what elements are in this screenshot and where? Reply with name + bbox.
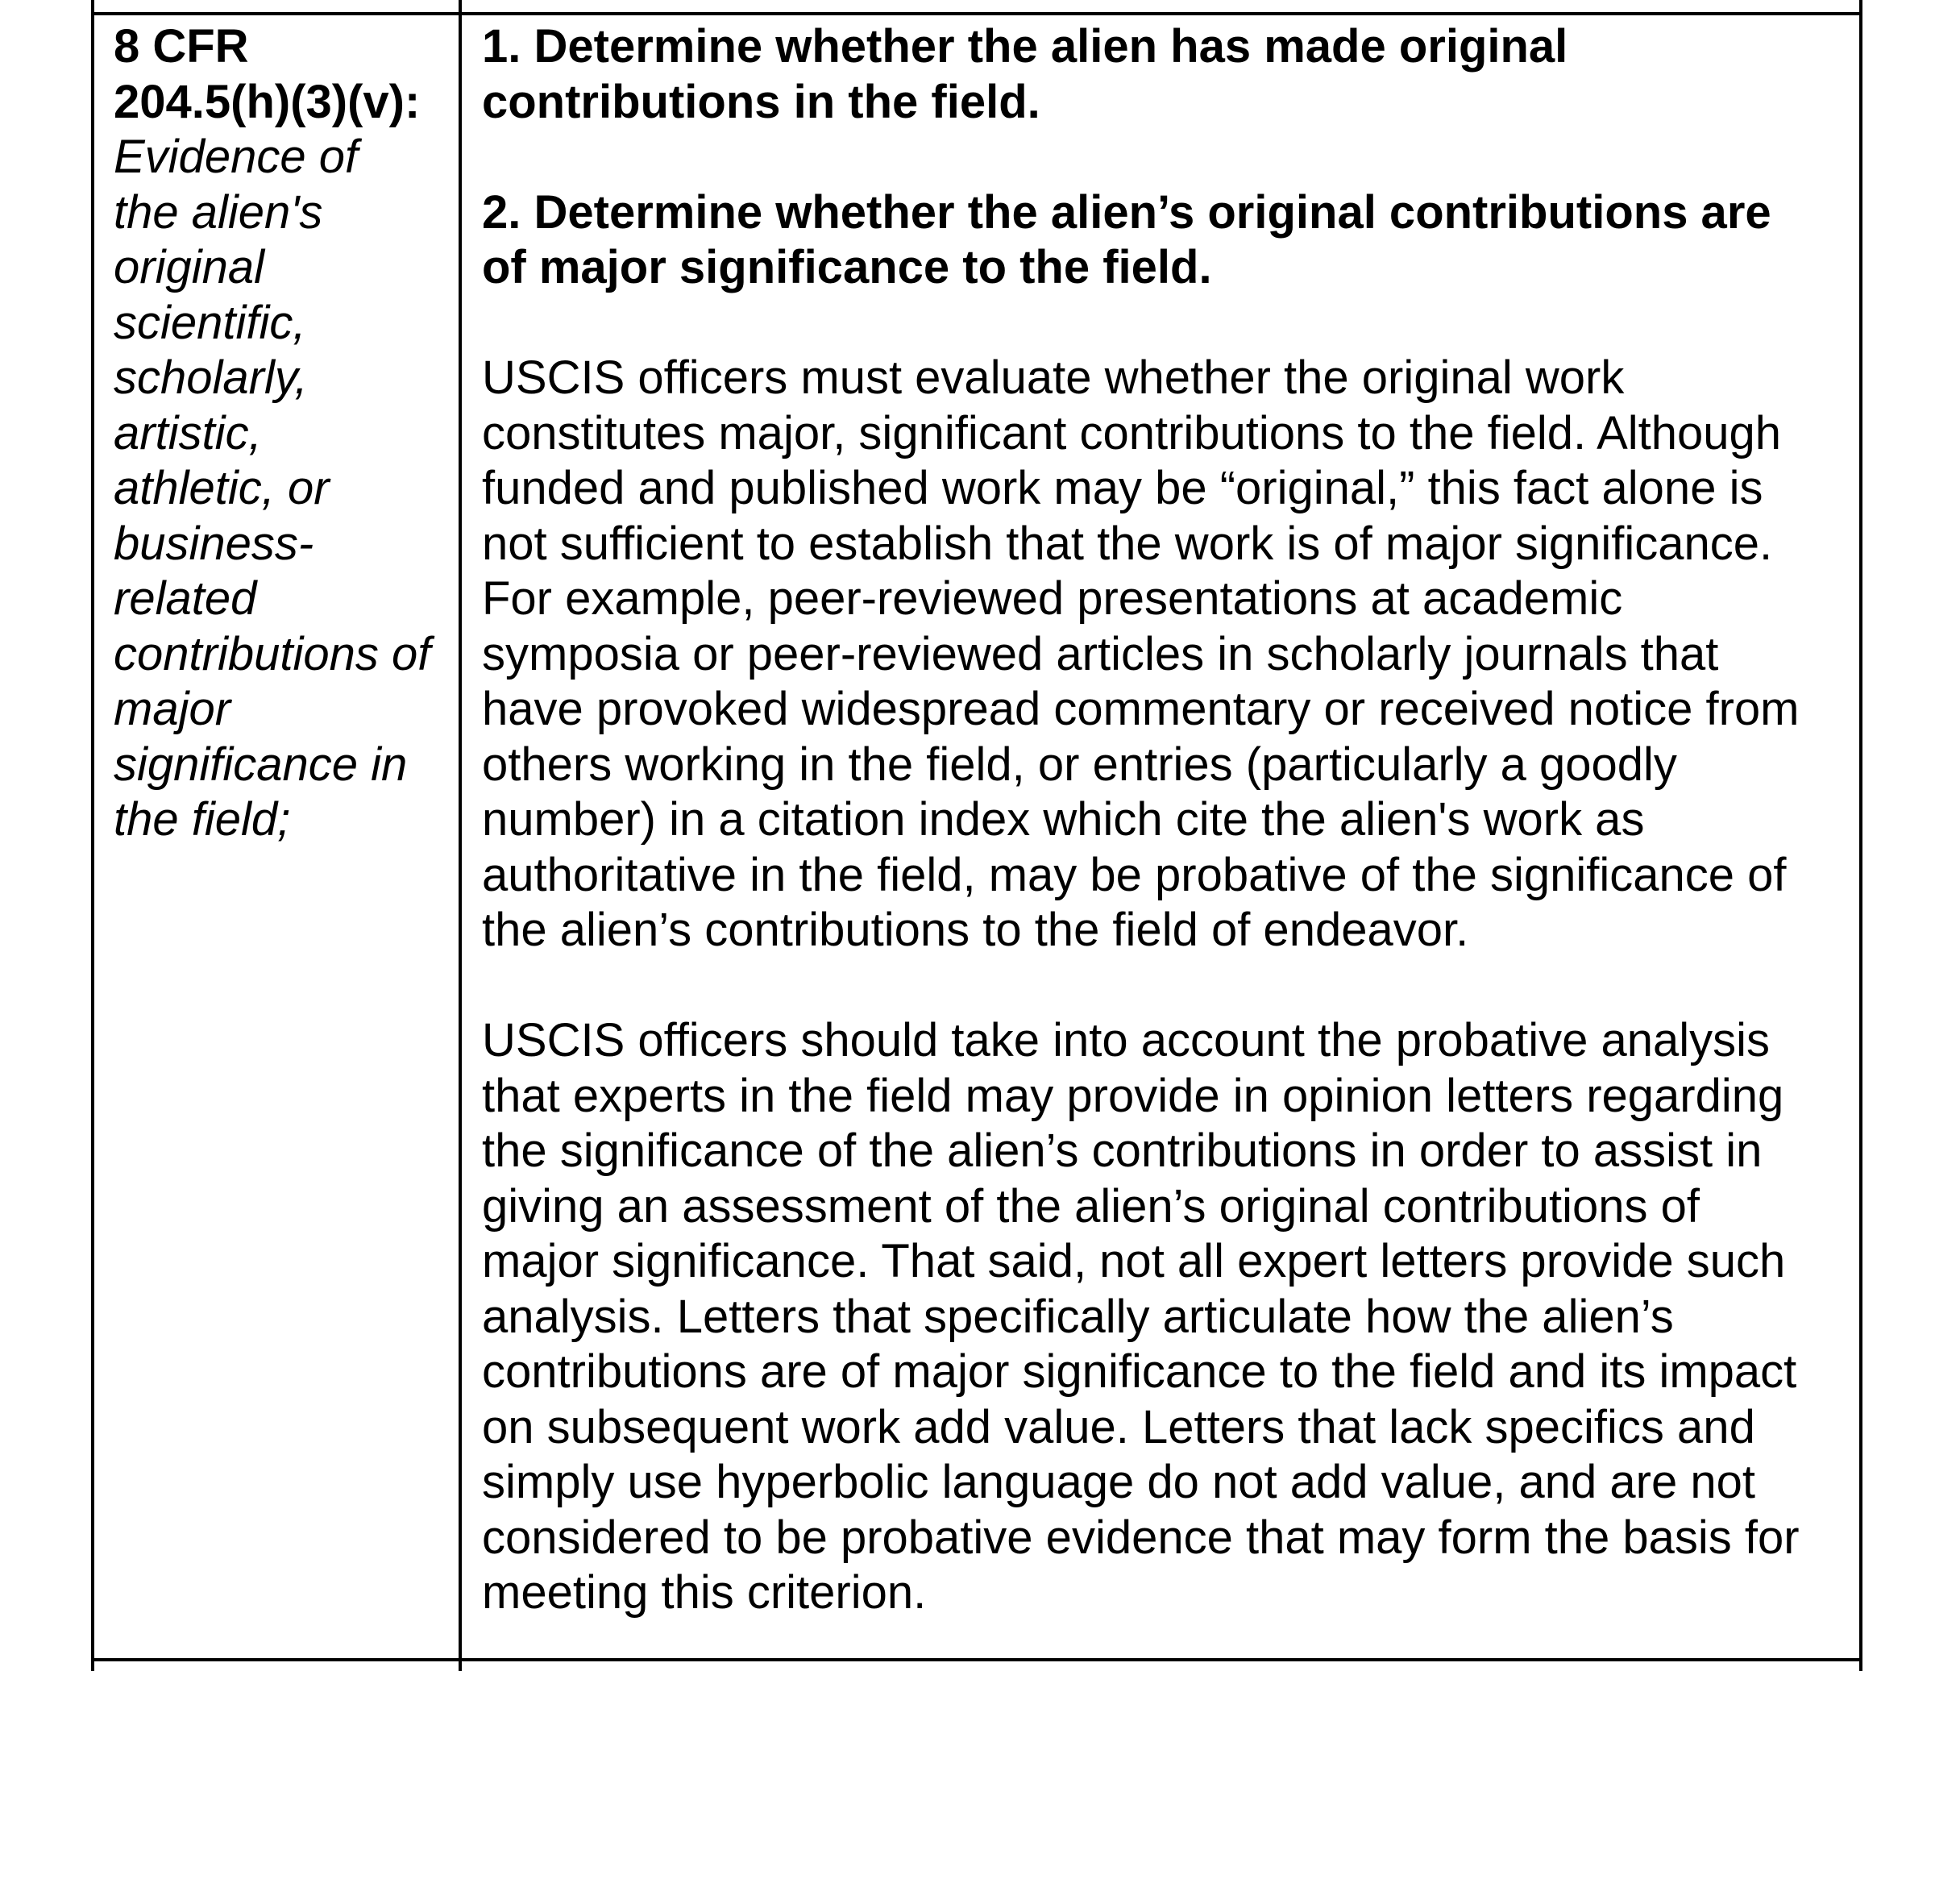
guidance-paragraph-evaluation: USCIS officers must evaluate whether the original work constitutes major, significant contributions to the field. Although funded and published work may be “original,” this fact alone is not sufficient to establish that the work is of major significance. For example, peer-reviewed presentations at academic symposia or peer-reviewed articles in scholarly journals that have provoked widespread commentary or received notice from others working in the field, or entries (particularly a goodly number) in a citation index which cite the alien's work as authoritative in the field, may be probative of the significance of the alien’s contributions to the field of endeavor.	[482, 351, 1800, 956]
spacer	[482, 296, 1862, 351]
table-left-border	[91, 0, 94, 1671]
step-one: 1. Determine whether the alien has made original contributions in the field.	[482, 20, 1568, 128]
guidance-cell	[482, 19, 1862, 1621]
table-bottom-border	[91, 1658, 1862, 1661]
guidance-paragraph-expert-letters: USCIS officers should take into account the probative analysis that experts in the field may provide in opinion letters regarding the significance of the alien’s contributions in order to assist in giving an assessment of the alien’s original contributions of major significance. That said, not all expert letters provide such analysis. Letters that specifically articulate how the alien’s contributions are of major significance to the field and its impact on subsequent work add value. Letters that lack specifics and simply use hyperbolic language do not add value, and are not considered to be probative evidence that may form the basis for meeting this criterion.	[482, 1014, 1800, 1619]
regulation-citation: 8 CFR 204.5(h)(3)(v):	[114, 20, 421, 128]
spacer	[482, 958, 1862, 1014]
step-two: 2. Determine whether the alien’s original contributions are of major significance to the field.	[482, 185, 1771, 293]
criterion-description: Evidence of the alien's original scientific, scholarly, artistic, athletic, or business- related contributions of major significance in the field;	[114, 131, 431, 846]
table-top-border	[91, 12, 1862, 15]
spacer	[482, 130, 1862, 185]
table-column-divider	[459, 0, 462, 1671]
criterion-cell	[114, 19, 452, 848]
